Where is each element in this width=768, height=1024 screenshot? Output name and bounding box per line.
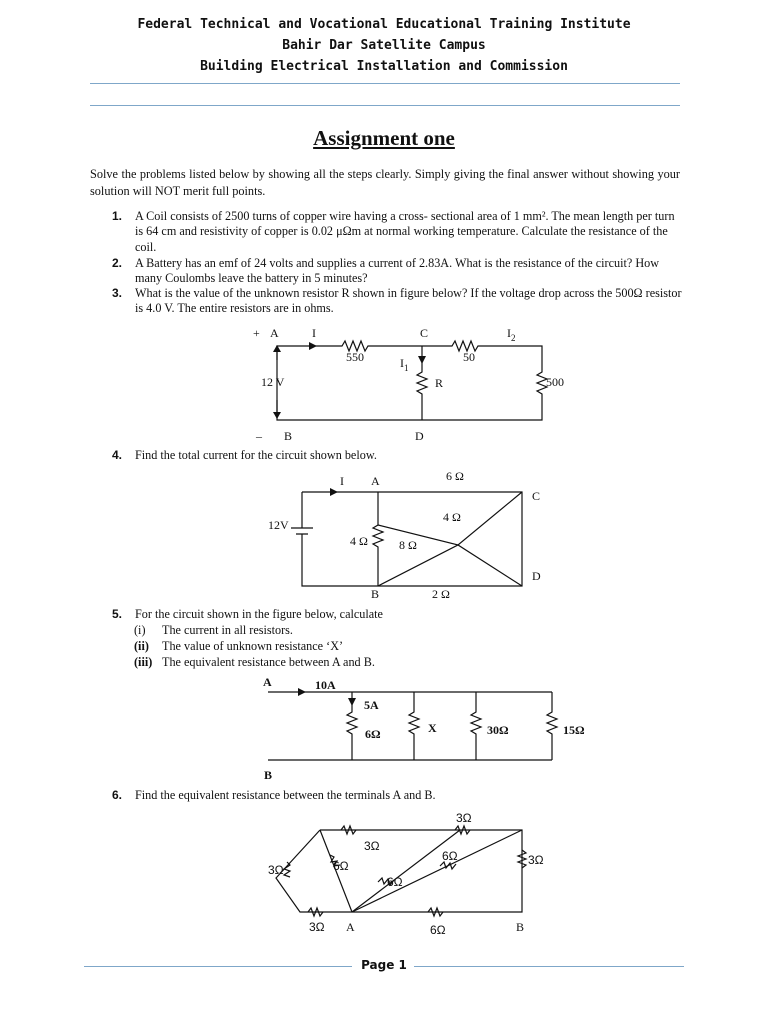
question-number: 6. [112, 788, 123, 802]
resistor-r-label: R [435, 376, 444, 390]
resistor-550-label: 550 [346, 350, 364, 364]
resistor-50-label: 50 [463, 350, 475, 364]
resistor-8-label: 8 Ω [399, 538, 417, 552]
question-text: For the circuit shown in the figure below, calculate [135, 607, 383, 621]
resistor-mid-6a-label: 6Ω [442, 849, 458, 863]
page-footer [0, 958, 768, 974]
resistor-left-label: 3Ω [268, 863, 284, 877]
sub-text: The current in all resistors. [162, 623, 293, 637]
question-number: 4. [112, 448, 123, 462]
question-number: 5. [112, 607, 123, 621]
total-current-label: 10A [315, 678, 336, 692]
sub-marker: (iii) [134, 655, 153, 669]
resistor-mid-6b-label: 6Ω [387, 875, 403, 889]
current-i1-label: $I_1$ [400, 356, 409, 373]
resistor-right-label: 3Ω [528, 853, 544, 867]
resistor-4-left-label: 4 Ω [350, 534, 368, 548]
node-b-label: B [371, 587, 380, 601]
resistor-bot-left-label: 3Ω [309, 920, 325, 934]
header-campus: Bahir Dar Satellite Campus [282, 38, 486, 53]
question-text: A Battery has an emf of 24 volts and supplies a current of 2.83A. What is the resistance of the circuit? How many Coulombs leave the battery in 5 minutes? [135, 256, 660, 286]
node-d-label: D [532, 569, 541, 583]
page-number: Page 1 [361, 958, 407, 972]
question-number: 1. [112, 209, 123, 223]
terminal-a-label: A [263, 675, 272, 689]
minus-terminal: – [256, 429, 262, 443]
node-d-label: D [415, 429, 424, 443]
resistor-2-label: 2 Ω [432, 587, 450, 601]
resistor-15-label: 15Ω [563, 723, 585, 737]
resistor-500-label: 500 [546, 375, 564, 389]
terminal-b-label: B [516, 920, 525, 934]
resistor-x-label: X [428, 721, 437, 735]
terminal-b-label: B [264, 768, 273, 782]
branch-current-label: 5A [364, 698, 379, 712]
resistor-30-label: 30Ω [487, 723, 509, 737]
question-text: Find the total current for the circuit shown below. [135, 448, 377, 462]
sub-marker: (ii) [134, 639, 149, 653]
resistor-6-label: 6Ω [365, 727, 381, 741]
instructions: Solve the problems listed below by showing all the steps clearly. Simply giving the final answer without showing your solution will NOT merit full points. [90, 167, 680, 198]
node-c-label: C [420, 326, 429, 340]
current-i-label: I [312, 326, 316, 340]
resistor-top-right-label: 3Ω [456, 811, 472, 825]
question-text: Find the equivalent resistance between the terminals A and B. [135, 788, 436, 802]
header-department: Building Electrical Installation and Commission [200, 59, 568, 74]
question-text: A Coil consists of 2500 turns of copper wire having a cross- sectional area of 1 mm². The mean length per turn is 64 cm and resistivity of copper is 0.02 μΩm at normal working temperature. Calculate the resistance of the coil. [135, 209, 675, 254]
node-c-label: C [532, 489, 541, 503]
resistor-4-diag-label: 4 Ω [443, 510, 461, 524]
sub-text: The equivalent resistance between A and B. [162, 655, 375, 669]
plus-terminal: + [253, 326, 260, 340]
sub-marker: (i) [134, 623, 146, 637]
node-b-label: B [284, 429, 293, 443]
sub-text: The value of unknown resistance ‘X’ [162, 639, 344, 653]
resistor-bot-right-label: 6Ω [430, 923, 446, 937]
header-institute: Federal Technical and Vocational Educational Training Institute [137, 17, 631, 32]
node-a-label: A [371, 474, 380, 488]
current-i-label: I [340, 474, 344, 488]
footer-rule-right [414, 966, 684, 967]
question-number: 2. [112, 256, 123, 270]
question-text: What is the value of the unknown resistor R shown in figure below? If the voltage drop across the 500Ω resistor is 4.0 V. The entire resistors are in ohms. [135, 286, 682, 316]
resistor-top-mid-label: 3Ω [364, 839, 380, 853]
page-title: Assignment one [313, 126, 455, 150]
resistor-6-label: 6 Ω [446, 469, 464, 483]
source-voltage-label: 12 V [261, 375, 285, 389]
terminal-a-label: A [346, 920, 355, 934]
question-number: 3. [112, 286, 123, 300]
resistor-inner-left-label: 6Ω [333, 859, 349, 873]
current-i2-label: $I_2$ [507, 326, 516, 343]
source-voltage-label: 12V [268, 518, 289, 532]
node-a-label: A [270, 326, 279, 340]
